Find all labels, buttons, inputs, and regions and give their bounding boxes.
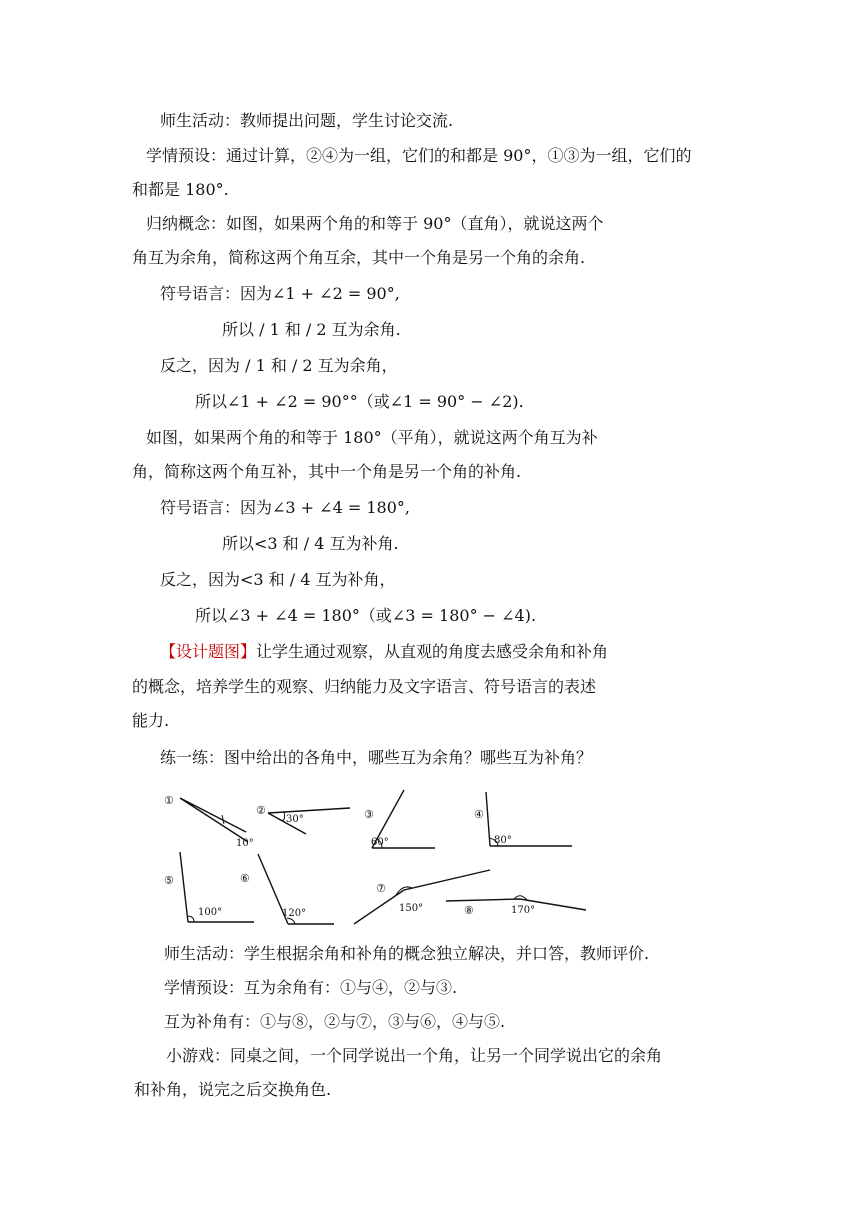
therefore-supplementary: 所以<3 和 / 4 互为补角.: [222, 534, 399, 553]
angle-text-8: 170°: [511, 905, 536, 916]
label-8: ⑧: [464, 904, 474, 917]
paragraph-answer-complementary: 学情预设：互为余角有：①与④，②与③.: [164, 978, 458, 997]
formula-complementary: 所以∠1 + ∠2 = 90°°（或∠1 = 90° − ∠2).: [195, 392, 524, 411]
paragraph-activity-2: 师生活动：学生根据余角和补角的概念独立解决，并口答，教师评价.: [164, 944, 650, 963]
symbol-language-2: 符号语言：因为∠3 + ∠4 = 180°,: [160, 498, 410, 517]
therefore-complementary: 所以 / 1 和 / 2 互为余角.: [222, 320, 401, 339]
angle-text-4: 80°: [494, 835, 512, 846]
label-6: ⑥: [240, 872, 250, 885]
angle-text-1: 10°: [236, 838, 254, 849]
label-7: ⑦: [376, 882, 386, 895]
label-1: ①: [164, 794, 174, 807]
label-3: ③: [364, 808, 374, 821]
paragraph-teacher-activity: 师生活动：教师提出问题，学生讨论交流.: [160, 111, 454, 130]
angle-6: [240, 854, 334, 924]
design-tag: 【设计题图】: [160, 642, 257, 661]
paragraph-supplementary-line2: 角，简称这两个角互补，其中一个角是另一个角的补角.: [132, 462, 522, 481]
angle-4: [474, 792, 572, 846]
angle-text-3: 60°: [371, 837, 389, 848]
angle-5: [164, 852, 254, 922]
paragraph-concept-line1: 归纳概念：如图，如果两个角的和等于 90°（直角），就说这两个: [146, 214, 604, 233]
angle-2: [256, 804, 350, 834]
paragraph-game-line1: 小游戏：同桌之间，一个同学说出一个角，让另一个同学说出它的余角: [166, 1046, 663, 1065]
angle-text-5: 100°: [198, 907, 223, 918]
design-text: 让学生通过观察，从直观的角度去感受余角和补角: [256, 642, 609, 661]
conversely-complementary: 反之，因为 / 1 和 / 2 互为余角，: [160, 356, 398, 375]
symbol-language-1: 符号语言：因为∠1 + ∠2 = 90°,: [160, 284, 400, 303]
paragraph-design-line1: [160, 642, 608, 662]
angle-3: [364, 790, 435, 848]
paragraph-game-line2: 和补角，说完之后交换角色.: [134, 1080, 332, 1099]
paragraph-concept-line2: 角互为余角，简称这两个角互余，其中一个角是另一个角的余角.: [132, 248, 586, 267]
paragraph-supplementary-line1: 如图，如果两个角的和等于 180°（平角），就说这两个角互为补: [146, 428, 598, 447]
paragraph-answer-supplementary: 互为补角有：①与⑧，②与⑦，③与⑥，④与⑤.: [164, 1012, 506, 1031]
angle-text-7: 150°: [399, 903, 424, 914]
angles-figure: [158, 788, 594, 926]
paragraph-prediction-line2: 和都是 180°.: [132, 180, 229, 199]
conversely-supplementary: 反之，因为<3 和 / 4 互为补角，: [160, 570, 396, 589]
paragraph-design-line3: 能力.: [132, 711, 170, 730]
exercise-question: 练一练：图中给出的各角中，哪些互为余角？哪些互为补角？: [160, 748, 593, 767]
angle-1: [164, 794, 254, 849]
formula-supplementary: 所以∠3 + ∠4 = 180°（或∠3 = 180° − ∠4).: [195, 606, 537, 625]
angle-text-2: 30°: [286, 814, 304, 825]
angle-text-6: 120°: [282, 908, 307, 919]
paragraph-design-line2: 的概念，培养学生的观察、归纳能力及文字语言、符号语言的表述: [132, 677, 597, 696]
label-4: ④: [474, 808, 484, 821]
paragraph-prediction-line1: 学情预设：通过计算，②④为一组，它们的和都是 90°，①③为一组，它们的: [146, 146, 692, 165]
label-5: ⑤: [164, 874, 174, 887]
label-2: ②: [256, 804, 266, 817]
angle-8: [446, 896, 586, 917]
